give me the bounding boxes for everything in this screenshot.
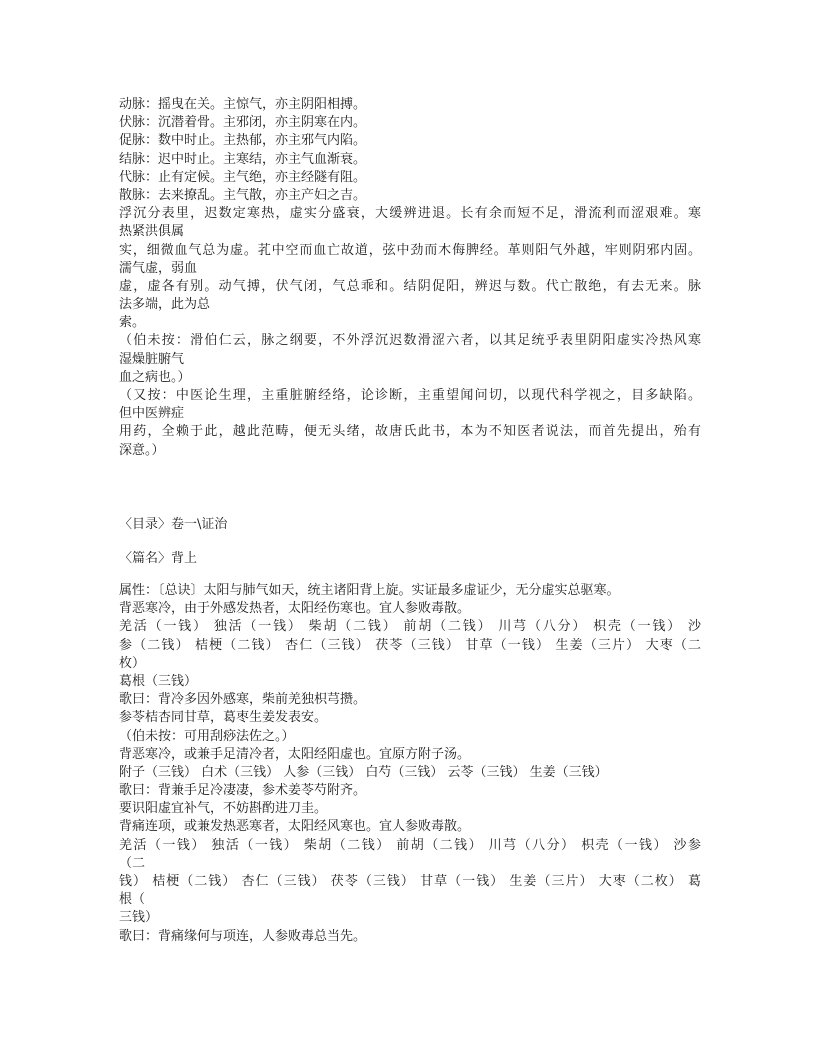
text-line: 实，细微血气总为虚。芤中空而血亡故道，弦中劲而木侮脾经。革则阳气外越，牢则阴邪内固。 bbox=[119, 242, 701, 258]
text-line: 法多端，此为总 bbox=[119, 297, 211, 313]
text-line: 背恶寒冷，由于外感发热者，太阳经伤寒也。宜人参败毒散。 bbox=[119, 601, 471, 617]
prescription-line: 钱） 桔梗（二钱） 杏仁（三钱） 茯苓（三钱） 甘草（一钱） 生姜（三片） 大枣（二枚） 葛 bbox=[119, 874, 701, 889]
annotation-line: 血之病也。） bbox=[119, 369, 191, 385]
annotation-line: 用药，全赖于此，越此范畴，便无头绪，故唐氏此书，本为不知医者说法，而首先提出，殆有 bbox=[119, 424, 701, 440]
text-line: 伏脉：沉潜着骨。主邪闭，亦主阴寒在内。 bbox=[119, 115, 367, 131]
chapter-body bbox=[119, 582, 701, 946]
prescription-line: 附子（三钱） 白术（三钱） 人参（三钱） 白芍（三钱） 云苓（三钱） 生姜（三钱） bbox=[119, 764, 608, 780]
text-line: 散脉：去来撩乱。主气散，亦主产妇之吉。 bbox=[119, 187, 367, 203]
text-line: 结脉：迟中时止。主寒结，亦主气血渐衰。 bbox=[119, 151, 367, 167]
verse-line: 歌曰：背痛缘何与项连，人参败毒总当先。 bbox=[119, 928, 367, 944]
prescription-line: 三钱） bbox=[119, 910, 159, 926]
text-line: 濡气虚，弱血 bbox=[119, 260, 198, 276]
annotation-line: （伯未按：可用刮痧法佐之。） bbox=[119, 728, 295, 744]
annotation-line: 湿燥脏腑气 bbox=[119, 351, 185, 367]
verse-line: 歌曰：背冷多因外感寒，柴前羌独枳芎攒。 bbox=[119, 692, 367, 708]
text-line: 代脉：止有定候。主气绝，亦主经隧有阻。 bbox=[119, 169, 367, 185]
pulse-text-block bbox=[119, 96, 701, 460]
prescription-line: 葛根（三钱） bbox=[119, 673, 198, 689]
prescription-line: 根（ bbox=[119, 892, 146, 908]
chapter-title bbox=[119, 550, 701, 568]
prescription-line: 参（二钱） 桔梗（二钱） 杏仁（三钱） 茯苓（三钱） 甘草（一钱） 生姜（三片） 大枣（二 bbox=[119, 637, 701, 653]
text-line: 热紧洪俱属 bbox=[119, 224, 185, 240]
prescription-line: （二 bbox=[119, 855, 146, 871]
verse-line: 参苓桔杏同甘草，葛枣生姜发表安。 bbox=[119, 710, 328, 726]
prescription-line: 羌活（一钱） 独活（一钱） 柴胡（二钱） 前胡（二钱） 川芎（八分） 枳壳（一钱） 沙 bbox=[119, 619, 701, 635]
text-line: 虚，虚各有别。动气搏，伏气闭，气总乖和。结阴促阳，辨迟与数。代亡散绝，有去无来。脉 bbox=[119, 278, 701, 294]
text-line: 动脉：摇曳在关。主惊气，亦主阴阳相搏。 bbox=[119, 97, 367, 112]
text-line: 背恶寒冷，或兼手足清冷者，太阳经阳虚也。宜原方附子汤。 bbox=[119, 746, 471, 762]
annotation-line: （伯未按：滑伯仁云，脉之纲要，不外浮沉迟数滑涩六者，以其足统乎表里阴阳虚实冷热风寒 bbox=[119, 333, 701, 349]
annotation-line: （又按：中医论生理，主重脏腑经络，论诊断，主重望闻问切，以现代科学视之，目多缺陷。 bbox=[119, 388, 701, 403]
text-line: 浮沉分表里，迟数定寒热，虚实分盛衰，大缓辨进退。长有余而短不足，滑流利而涩艰难。寒 bbox=[119, 206, 701, 222]
text-line: 索。 bbox=[119, 315, 146, 331]
catalog-heading bbox=[119, 516, 701, 534]
annotation-line: 深意。） bbox=[119, 442, 165, 458]
title-line: 〈篇名〉背上 bbox=[119, 551, 198, 566]
text-line: 属性：〔总诀〕太阳与肺气如天，统主诸阳背上旋。实证最多虚证少，无分虚实总驱寒。 bbox=[119, 583, 620, 598]
verse-line: 歌曰：背兼手足冷凄凄，参术姜苓芍附齐。 bbox=[119, 783, 367, 799]
catalog-line: 〈目录〉卷一\证治 bbox=[119, 517, 228, 532]
text-line: 促脉：数中时止。主热郁，亦主邪气内陷。 bbox=[119, 133, 367, 149]
prescription-line: 羌活（一钱） 独活（一钱） 柴胡（二钱） 前胡（二钱） 川芎（八分） 枳壳（一钱） 沙参 bbox=[119, 837, 701, 853]
prescription-line: 枚） bbox=[119, 655, 146, 671]
text-line: 背痛连项，或兼发热恶寒者，太阳经风寒也。宜人参败毒散。 bbox=[119, 819, 471, 835]
verse-line: 要识阳虚宜补气，不妨斟酌进刀圭。 bbox=[119, 801, 328, 817]
annotation-line: 但中医辨症 bbox=[119, 406, 185, 422]
